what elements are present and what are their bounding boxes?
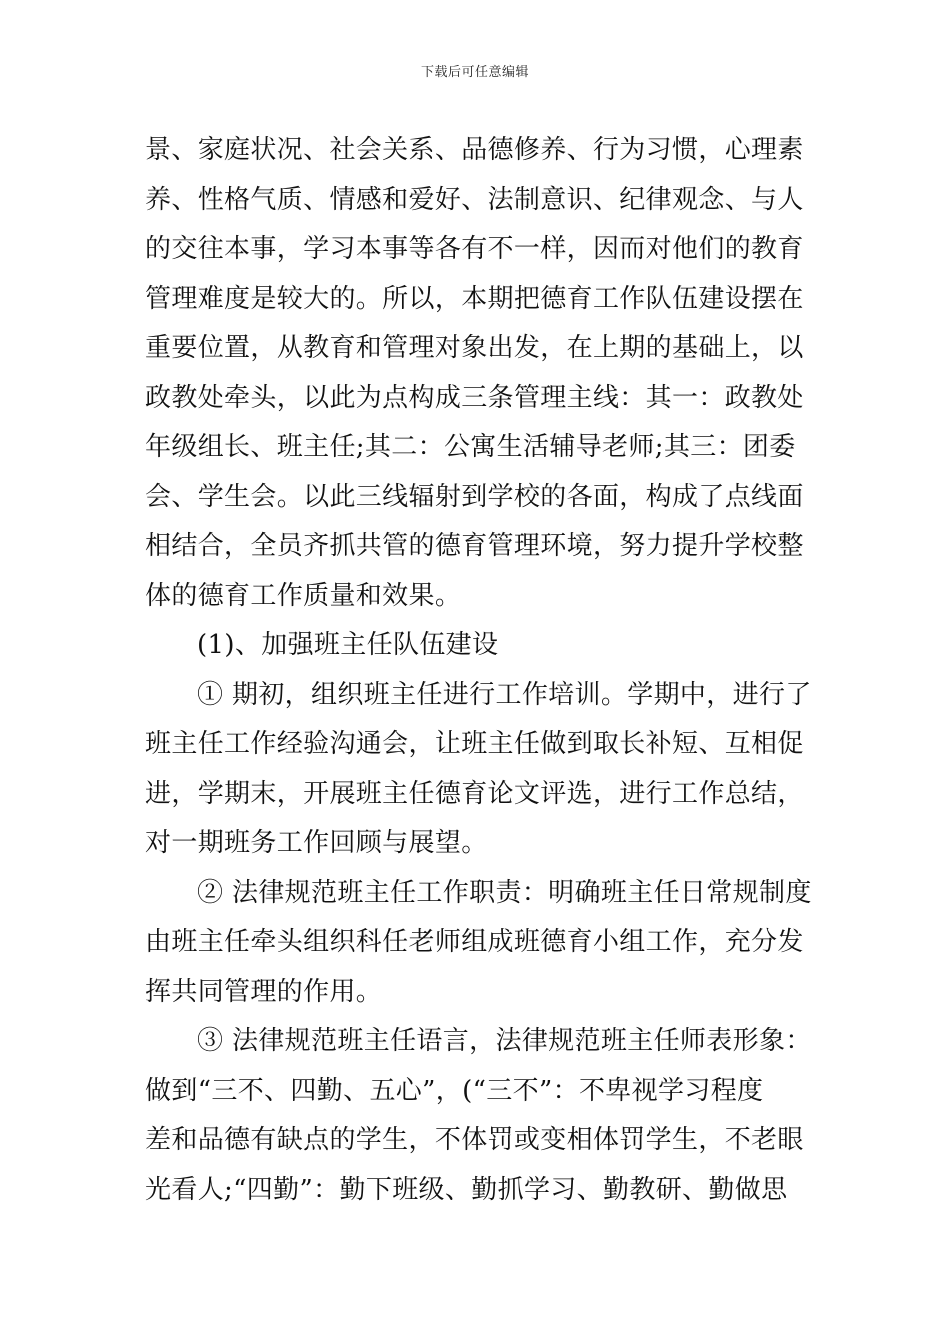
list-item-start: ② 法律规范班主任工作职责：明确班主任日常规制度 [197,877,812,908]
text-line: 由班主任牵头组织科任老师组成班德育小组工作，充分发 [145,927,804,957]
text-line: 年级组长、班主任;其二：公寓生活辅导老师;其三：团委 [145,432,796,462]
text-line: 挥共同管理的作用。 [145,976,383,1007]
list-item-start: ③ 法律规范班主任语言，法律规范班主任师表形象： [197,1026,812,1056]
section-heading: (1)、加强班主任队伍建设 [197,630,499,660]
text-line: 班主任工作经验沟通会，让班主任做到取长补短、互相促 [145,729,804,759]
text-line: 景、家庭状况、社会关系、品德修养、行为习惯，心理素 [145,135,804,165]
text-line: 差和品德有缺点的学生，不体罚或变相体罚学生，不老眼 [145,1125,804,1155]
text-line: 重要位置，从教育和管理对象出发，在上期的基础上，以 [145,333,804,363]
text-line: 政教处牵头，以此为点构成三条管理主线：其一：政教处 [145,382,804,413]
list-item-start: ① 期初，组织班主任进行工作培训。学期中，进行了 [197,679,812,710]
text-line: 进，学期末，开展班主任德育论文评选，进行工作总结， [145,778,804,809]
text-line: 的交往本事，学习本事等各有不一样，因而对他们的教育 [145,234,804,264]
text-line: 会、学生会。以此三线辐射到学校的各面，构成了点线面 [145,481,804,512]
text-line: 养、性格气质、情感和爱好、法制意识、纪律观念、与人 [145,184,804,215]
page-header-note: 下载后可任意编辑 [420,65,529,80]
text-line: 相结合，全员齐抓共管的德育管理环境，努力提升学校整 [145,531,804,561]
text-line: 对一期班务工作回顾与展望。 [145,828,488,858]
text-line: 管理难度是较大的。所以，本期把德育工作队伍建设摆在 [145,283,804,314]
text-line: 光看人;“四勤”：勤下班级、勤抓学习、勤教研、勤做思 [145,1174,788,1205]
text-line: 体的德育工作质量和效果。 [145,580,462,611]
document-body [145,126,812,1215]
text-line: 做到“三不、四勤、五心”，(“三不”：不卑视学习程度 [145,1075,764,1106]
